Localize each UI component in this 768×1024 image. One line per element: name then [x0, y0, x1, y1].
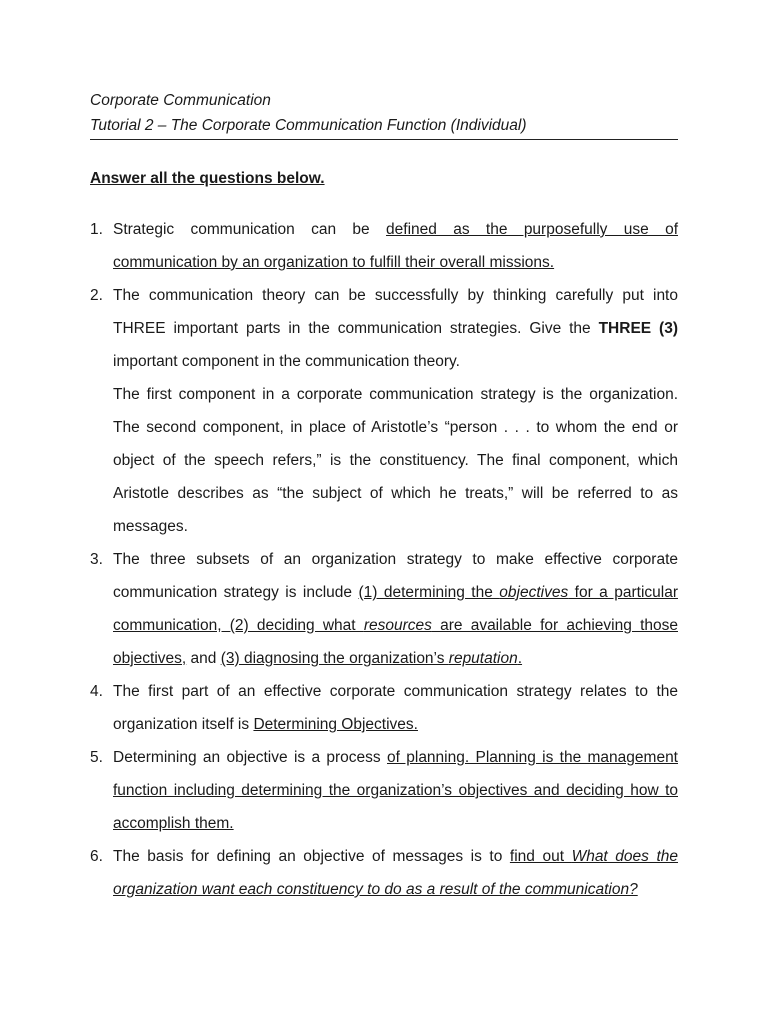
answer-text: of planning. Planning is the management function including determining the organization’s objectives and deciding how to accomplish them. [113, 749, 678, 832]
question-text: The basis for defining an objective of messages is to [113, 848, 510, 865]
question-4 [90, 675, 678, 741]
answer-part: (1) determining the [358, 584, 500, 601]
answer-part: for a particular communication, (2) deciding what [113, 584, 678, 634]
answer-part-italic: resources [363, 617, 432, 634]
question-number: 5. [90, 749, 103, 766]
answer-segment [221, 650, 522, 667]
answer-part: are available for achieving those objectives, [113, 617, 678, 667]
course-title: Corporate Communication [90, 92, 271, 109]
question-text: The first part of an effective corporate communication strategy relates to the organization itself is [113, 683, 678, 733]
question-3 [90, 543, 678, 675]
answer-part-italic: What does the organization want each constituency to do as a result of the communication? [113, 848, 679, 898]
question-number: 3. [90, 551, 103, 568]
answer-text: The first component in a corporate communication strategy is the organization. The second component, in place of Aristotle’s “person . . . to whom the end or object of the speech refers,” is the constituency. The final component, which Aristotle describes as “the subject of which he treats,” will be referred to as messages. [113, 386, 678, 535]
question-6 [90, 840, 678, 906]
question-text: important component in the communication theory. [113, 353, 460, 370]
question-text: The communication theory can be successfully by thinking carefully put into THREE important parts in the communication strategies. Give the [113, 287, 678, 337]
question-text: Strategic communication can be [113, 221, 387, 238]
answer-part: . [517, 650, 523, 667]
question-2 [90, 279, 678, 543]
document-header [90, 88, 678, 140]
answer-part-italic: reputation [448, 650, 518, 667]
question-number: 1. [90, 221, 103, 238]
question-text: The three subsets of an organization strategy to make effective corporate communication strategy is include [113, 551, 678, 601]
instruction-heading: Answer all the questions below. [90, 170, 325, 187]
question-list [90, 213, 678, 906]
tutorial-title: Tutorial 2 – The Corporate Communication Function (Individual) [90, 117, 527, 134]
question-1 [90, 213, 678, 279]
answer-text: defined as the purposefully use of communication by an organization to fulfill their overall missions. [113, 221, 678, 271]
question-text: and [186, 650, 221, 667]
question-number: 2. [90, 287, 103, 304]
answer-text: Determining Objectives. [253, 716, 418, 733]
answer-part: find out [509, 848, 572, 865]
question-emphasis: THREE (3) [598, 320, 678, 337]
question-text: Determining an objective is a process [113, 749, 387, 766]
question-number: 4. [90, 683, 103, 700]
answer-part-italic: objectives [499, 584, 569, 601]
question-number: 6. [90, 848, 103, 865]
question-5 [90, 741, 678, 840]
answer-part: (3) diagnosing the organization’s [220, 650, 449, 667]
